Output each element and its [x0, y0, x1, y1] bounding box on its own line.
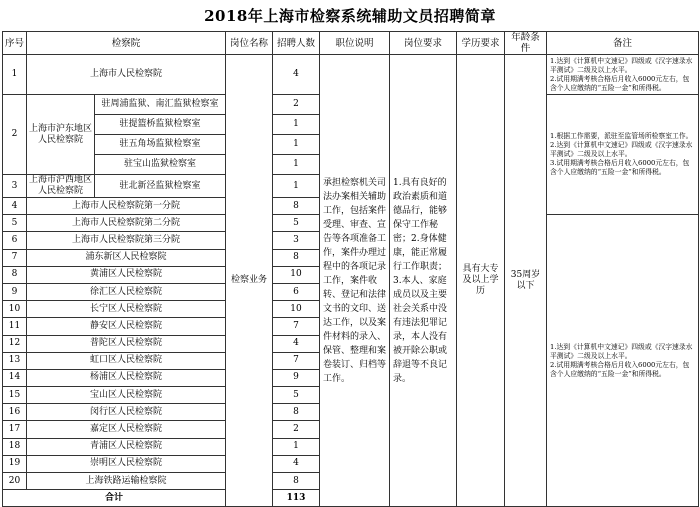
- row-count: 3: [273, 232, 320, 249]
- row-seq: 1: [3, 55, 27, 95]
- row-count: 2: [273, 95, 320, 115]
- sub-office-name: 驻提篮桥监狱检察室: [95, 115, 226, 135]
- sub-office-name: 驻宝山监狱检察室: [95, 155, 226, 175]
- row-name: 上海市人民检察院第二分院: [27, 215, 226, 232]
- row-count: 4: [273, 55, 320, 95]
- note-b-line: 3.试用期满考核合格后月收入6000元左右，包含个人应缴纳的“五险一金”和所得税。: [550, 159, 690, 177]
- row-count: 8: [273, 249, 320, 266]
- row-count: 10: [273, 301, 320, 318]
- note-a-line: 1.达到《计算机中文速记》四级或《汉字速录水平测试》二级及以上水平。: [550, 56, 693, 74]
- sub-office-name: 驻周浦监狱、南汇监狱检察室: [95, 95, 226, 115]
- age-text: 35周岁以下: [505, 55, 547, 507]
- row-count: 5: [273, 387, 320, 404]
- row-name: 上海市人民检察院第三分院: [27, 232, 226, 249]
- header-position: 岗位名称: [226, 32, 273, 55]
- document-title: 2018年上海市检察系统辅助文员招聘简章: [204, 6, 496, 25]
- row-seq: 15: [3, 387, 27, 404]
- sub-office-name: 驻北新泾监狱检察室: [95, 175, 226, 198]
- row-seq: 14: [3, 369, 27, 386]
- row-name: 静安区人民检察院: [27, 318, 226, 335]
- header-education: 学历要求: [457, 32, 505, 55]
- header-requirements: 岗位要求: [390, 32, 457, 55]
- row-name: 宝山区人民检察院: [27, 387, 226, 404]
- row-count: 7: [273, 318, 320, 335]
- row-count: 5: [273, 215, 320, 232]
- row-name: 上海市沪西地区人民检察院: [27, 175, 95, 198]
- education-text: 具有大专及以上学历: [457, 55, 505, 507]
- row-count: 2: [273, 421, 320, 438]
- row-count: 1: [273, 155, 320, 175]
- row-seq: 11: [3, 318, 27, 335]
- row-count: 9: [273, 369, 320, 386]
- row-seq: 4: [3, 198, 27, 215]
- row-count: 8: [273, 473, 320, 490]
- header-procuratorate: 检察院: [27, 32, 226, 55]
- note-a: [547, 55, 699, 95]
- row-name: 上海铁路运输检察院: [27, 473, 226, 490]
- row-seq: 20: [3, 473, 27, 490]
- row-count: 10: [273, 266, 320, 283]
- row-seq: 17: [3, 421, 27, 438]
- row-name: 浦东新区人民检察院: [27, 249, 226, 266]
- row-name: 闵行区人民检察院: [27, 404, 226, 421]
- row-name: 青浦区人民检察院: [27, 438, 226, 455]
- row-name: 上海市人民检察院: [27, 55, 226, 95]
- note-c-line: 2.试用期满考核合格后月收入6000元左右，包含个人应缴纳的“五险一金”和所得税。: [550, 360, 690, 378]
- row-name: 黄浦区人民检察院: [27, 266, 226, 283]
- header-age: 年龄条件: [505, 32, 547, 55]
- header-count: 招聘人数: [273, 32, 320, 55]
- row-seq: 3: [3, 175, 27, 198]
- row-seq: 16: [3, 404, 27, 421]
- row-count: 8: [273, 404, 320, 421]
- row-count: 1: [273, 175, 320, 198]
- row-count: 4: [273, 335, 320, 352]
- row-name: 上海市沪东地区人民检察院: [27, 95, 95, 175]
- row-seq: 2: [3, 95, 27, 175]
- row-seq: 6: [3, 232, 27, 249]
- note-c-line: 1.达到《计算机中文速记》四级或《汉字速录水平测试》二级及以上水平。: [550, 342, 693, 360]
- duty-description: 承担检察机关司法办案相关辅助工作，包括案件受理、审查、宣告等各项准备工作，案件办理过程中的各项记录工作，案件收转、登记和法律文书的文印、送达工作，以及案件材料的录入、保管、整理和案卷装订、归档等工作。: [320, 55, 390, 507]
- note-a-line: 2.试用期满考核合格后月收入6000元左右，包含个人应缴纳的“五险一金”和所得税。: [550, 74, 690, 92]
- row-name: 上海市人民检察院第一分院: [27, 198, 226, 215]
- position-name-cell: 检察业务: [226, 55, 273, 507]
- row-seq: 9: [3, 283, 27, 300]
- row-seq: 7: [3, 249, 27, 266]
- header-duty: 职位说明: [320, 32, 390, 55]
- row-name: 长宁区人民检察院: [27, 301, 226, 318]
- row-name: 崇明区人民检察院: [27, 455, 226, 472]
- row-count: 8: [273, 198, 320, 215]
- total-count: 113: [273, 490, 320, 507]
- table-header-row: [3, 32, 699, 55]
- row-seq: 19: [3, 455, 27, 472]
- total-label: 合计: [3, 490, 226, 507]
- table-row: [3, 55, 699, 95]
- row-name: 徐汇区人民检察院: [27, 283, 226, 300]
- row-name: 嘉定区人民检察院: [27, 421, 226, 438]
- recruitment-table: [2, 31, 699, 507]
- row-name: 杨浦区人民检察院: [27, 369, 226, 386]
- note-c: [547, 215, 699, 507]
- row-seq: 8: [3, 266, 27, 283]
- row-count: 1: [273, 115, 320, 135]
- note-b-line: 1.根据工作需要，派驻至监管场所检察室工作。: [550, 132, 693, 141]
- row-seq: 10: [3, 301, 27, 318]
- row-seq: 5: [3, 215, 27, 232]
- row-seq: 18: [3, 438, 27, 455]
- row-name: 虹口区人民检察院: [27, 352, 226, 369]
- row-count: 6: [273, 283, 320, 300]
- header-seq: 序号: [3, 32, 27, 55]
- row-count: 1: [273, 438, 320, 455]
- row-count: 7: [273, 352, 320, 369]
- note-b-line: 2.达到《计算机中文速记》四级或《汉字速录水平测试》二级及以上水平。: [550, 141, 693, 159]
- row-seq: 13: [3, 352, 27, 369]
- requirements-text: 1.具有良好的政治素质和道德品行，能够保守工作秘密；2.身体健康，能正常履行工作职责；3.本人、家庭成员以及主要社会关系中没有违法犯罪记录，本人没有被开除公职或辞退等不良记录。: [390, 55, 457, 507]
- note-b: [547, 95, 699, 215]
- sub-office-name: 驻五角场监狱检察室: [95, 135, 226, 155]
- row-name: 普陀区人民检察院: [27, 335, 226, 352]
- row-seq: 12: [3, 335, 27, 352]
- row-count: 4: [273, 455, 320, 472]
- header-notes: 备注: [547, 32, 699, 55]
- row-count: 1: [273, 135, 320, 155]
